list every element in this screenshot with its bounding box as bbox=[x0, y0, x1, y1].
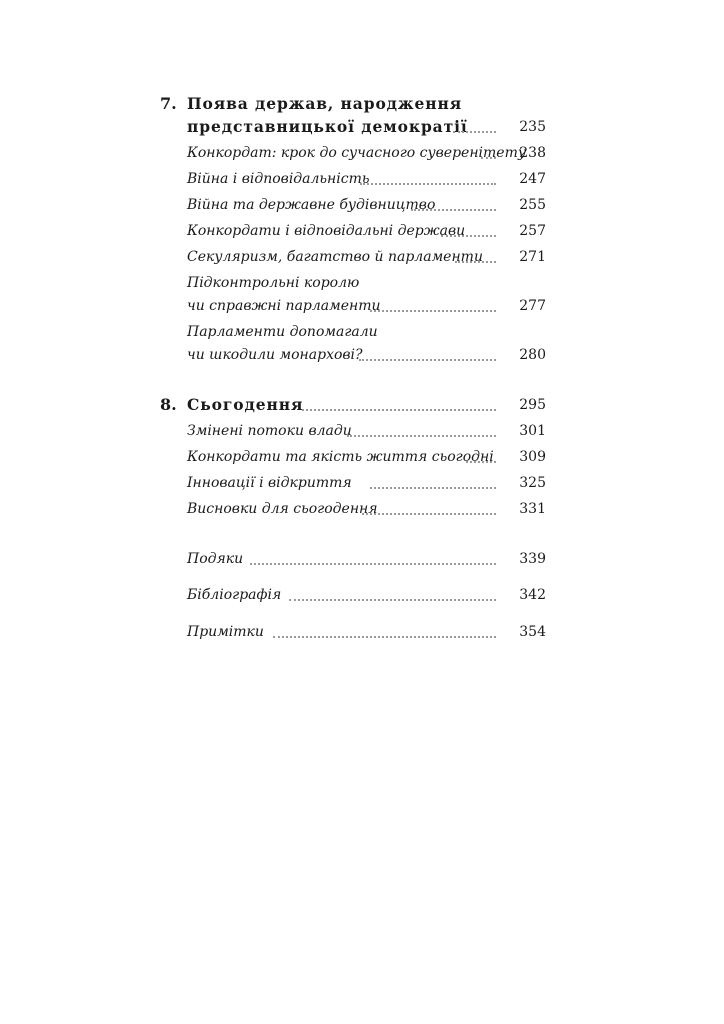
section-title: Конкордат: крок до сучасного суверенітету bbox=[187, 145, 526, 161]
page-number: 271 bbox=[519, 249, 546, 265]
page-number: 325 bbox=[519, 475, 546, 491]
leader-dots bbox=[411, 209, 496, 211]
toc-entry-line2[interactable] bbox=[0, 342, 724, 368]
page-number: 331 bbox=[519, 501, 546, 517]
page-number: 235 bbox=[519, 119, 546, 135]
leader-dots bbox=[370, 487, 496, 489]
section-title: Інновації і відкриття bbox=[187, 475, 352, 491]
leader-dots bbox=[370, 310, 496, 312]
leader-dots bbox=[302, 409, 496, 411]
leader-dots bbox=[441, 235, 496, 237]
section-title: чи шкодили монархові? bbox=[187, 347, 363, 363]
leader-dots bbox=[289, 599, 496, 601]
leader-dots bbox=[250, 563, 496, 565]
section-title: Секуляризм, багатство й парламенти bbox=[187, 249, 483, 265]
leader-dots bbox=[455, 261, 496, 263]
chapter-title: Сьогодення bbox=[187, 395, 304, 414]
toc-entry-line2[interactable] bbox=[0, 293, 724, 319]
page-number: 339 bbox=[519, 551, 546, 567]
page-number: 255 bbox=[519, 197, 546, 213]
page-number: 280 bbox=[519, 347, 546, 363]
back-matter-title: Подяки bbox=[187, 551, 244, 567]
section-title: Війна та державне будівництво bbox=[187, 197, 436, 213]
toc-entry[interactable] bbox=[0, 418, 724, 444]
page-number: 247 bbox=[519, 171, 546, 187]
leader-dots bbox=[347, 435, 496, 437]
section-title: Змінені потоки влади bbox=[187, 423, 352, 439]
page-number: 354 bbox=[519, 624, 546, 640]
back-matter-title: Примітки bbox=[187, 624, 264, 640]
toc-entry[interactable] bbox=[0, 470, 724, 496]
toc-entry[interactable] bbox=[0, 244, 724, 270]
section-title: Підконтрольні королю bbox=[187, 275, 360, 291]
chapter-title: представницької демократії bbox=[187, 117, 468, 136]
toc-entry[interactable] bbox=[0, 166, 724, 192]
toc-entry[interactable] bbox=[0, 496, 724, 522]
toc-entry[interactable] bbox=[0, 444, 724, 470]
section-title: чи справжні парламенти bbox=[187, 298, 381, 314]
section-title: Війна і відповідальність bbox=[187, 171, 370, 187]
leader-dots bbox=[481, 157, 496, 159]
toc-entry[interactable] bbox=[0, 192, 724, 218]
toc-entry[interactable] bbox=[0, 619, 724, 645]
section-title: Висновки для сьогодення bbox=[187, 501, 378, 517]
section-title: Конкордати та якість життя сьогодні bbox=[187, 449, 494, 465]
chapter-number: 7. bbox=[160, 94, 177, 113]
page-number: 301 bbox=[519, 423, 546, 439]
back-matter-title: Бібліографія bbox=[187, 587, 282, 603]
section-title: Парламенти допомагали bbox=[187, 324, 378, 340]
chapter-number: 8. bbox=[160, 395, 177, 414]
toc-entry[interactable] bbox=[0, 140, 724, 166]
toc-entry[interactable] bbox=[0, 218, 724, 244]
page-number: 277 bbox=[519, 298, 546, 314]
page-number: 309 bbox=[519, 449, 546, 465]
toc-entry[interactable] bbox=[0, 546, 724, 572]
leader-dots bbox=[362, 513, 496, 515]
page-number: 257 bbox=[519, 223, 546, 239]
chapter-title: Поява держав, народження bbox=[187, 94, 463, 113]
chapter-7-heading-line2[interactable] bbox=[0, 114, 724, 140]
leader-dots bbox=[466, 461, 496, 463]
leader-dots bbox=[359, 359, 496, 361]
toc-entry[interactable] bbox=[0, 582, 724, 608]
page-number: 238 bbox=[519, 145, 546, 161]
leader-dots bbox=[453, 131, 496, 133]
leader-dots bbox=[360, 183, 496, 185]
chapter-8-heading[interactable] bbox=[0, 392, 724, 418]
page-number: 342 bbox=[519, 587, 546, 603]
page-number: 295 bbox=[519, 397, 546, 413]
section-title: Конкордати і відповідальні держави bbox=[187, 223, 466, 239]
leader-dots bbox=[273, 636, 496, 638]
